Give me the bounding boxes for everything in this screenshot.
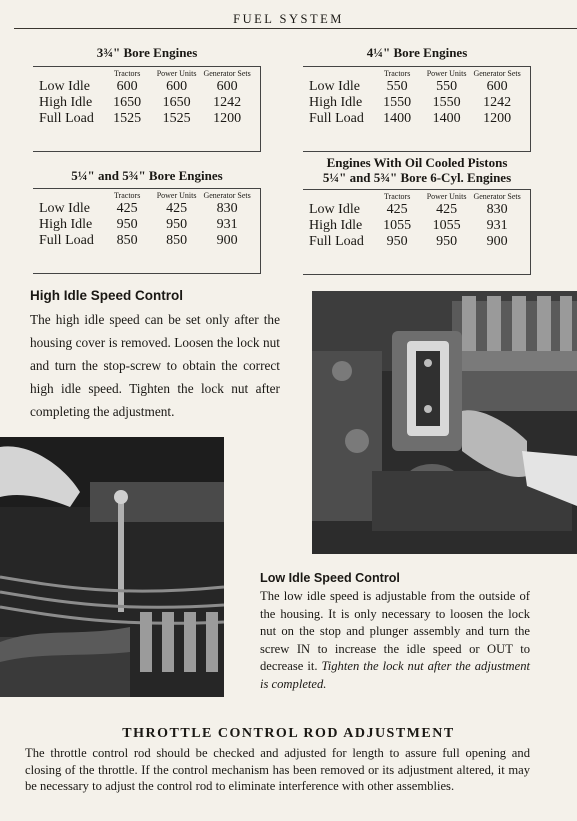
table-row [309, 111, 524, 127]
cell: 830 [216, 201, 238, 216]
cell: 425 [386, 202, 408, 217]
cell: 1400 [383, 111, 412, 126]
cell: 600 [486, 79, 508, 94]
cell: 950 [116, 217, 138, 232]
table-row [39, 79, 254, 95]
cell: 950 [166, 217, 188, 232]
rpm-table [309, 193, 524, 250]
col-header: Power Units [426, 69, 467, 78]
table-row [39, 201, 254, 217]
col-header: Generator Sets [203, 69, 251, 78]
cell: 550 [436, 79, 458, 94]
rpm-table [39, 192, 254, 249]
col-header: Power Units [156, 191, 197, 200]
col-header: Tractors [383, 192, 411, 201]
throttle-heading: THROTTLE CONTROL ROD ADJUSTMENT [122, 726, 455, 741]
cell: 425 [116, 201, 138, 216]
page-header: FUEL SYSTEM [233, 12, 344, 26]
throttle-adjust-photo [0, 437, 224, 697]
rpm-box [33, 66, 261, 152]
cell: 950 [386, 234, 408, 249]
col-header: Tractors [113, 191, 141, 200]
col-header: Tractors [113, 69, 141, 78]
table-title-line2: 5¼" and 5¾" Bore 6-Cyl. Engines [322, 170, 512, 185]
row-label: Low Idle [39, 79, 90, 94]
cell: 600 [116, 79, 138, 94]
cell: 931 [216, 217, 238, 232]
row-label: High Idle [39, 217, 93, 232]
throttle-text: The throttle control rod should be checked and adjusted for length to assure full opening and closing of the throttle. If the control mechanism has been removed or its adjustment altered, it may be necessary to adjust the control rod to eliminate interference with other assemblies. [25, 746, 530, 794]
table-row [309, 79, 524, 95]
row-label: Low Idle [39, 201, 90, 216]
cell: 850 [166, 233, 188, 248]
row-label: High Idle [309, 95, 363, 110]
cell: 600 [166, 79, 188, 94]
row-label: Low Idle [309, 202, 360, 217]
col-header: Generator Sets [203, 191, 251, 200]
rpm-table [309, 70, 524, 127]
table-row [39, 217, 254, 233]
table-title: 4¼" Bore Engines [366, 45, 468, 60]
row-label: Full Load [39, 111, 94, 126]
table-row [39, 233, 254, 249]
cell: 1200 [213, 111, 242, 126]
cell: 1550 [383, 95, 412, 110]
table-3-75-bore [33, 45, 261, 152]
high-idle-heading: High Idle Speed Control [30, 288, 184, 303]
cell: 1055 [432, 218, 461, 233]
row-label: Full Load [309, 234, 364, 249]
cell: 1242 [213, 95, 242, 110]
table-title-line1: Engines With Oil Cooled Pistons [326, 155, 508, 170]
cell: 1525 [113, 111, 142, 126]
table-4-25-bore [303, 45, 531, 152]
cell: 550 [386, 79, 408, 94]
low-idle-note: Tighten the lock nut after the adjustment is completed. [260, 659, 530, 691]
col-header: Generator Sets [473, 69, 521, 78]
cell: 830 [486, 202, 508, 217]
cell: 1400 [432, 111, 461, 126]
row-label: Low Idle [309, 79, 360, 94]
rpm-table [39, 70, 254, 127]
cell: 1200 [483, 111, 512, 126]
cell: 1650 [113, 95, 142, 110]
table-row [309, 218, 524, 234]
fuel-pump-photo [312, 291, 577, 554]
table-row [309, 95, 524, 111]
table-5-25-5-75-bore [33, 168, 261, 274]
cell: 425 [166, 201, 188, 216]
cell: 425 [436, 202, 458, 217]
col-header: Tractors [383, 69, 411, 78]
high-idle-text: The high idle speed can be set only after the housing cover is removed. Loosen the lock nut and turn the stop-screw to obtain the correct high idle speed. Tighten the lock nut after completing the adjustment. [30, 312, 280, 419]
row-label: Full Load [39, 233, 94, 248]
table-oil-cooled-pistons [303, 155, 531, 275]
rpm-box [303, 66, 531, 152]
row-label: Full Load [309, 111, 364, 126]
cell: 850 [116, 233, 138, 248]
table-title: 3¾" Bore Engines [96, 45, 198, 60]
rpm-box [33, 188, 261, 274]
rpm-box [303, 189, 531, 275]
low-idle-heading: Low Idle Speed Control [260, 571, 400, 585]
cell: 900 [486, 234, 508, 249]
table-row [39, 95, 254, 111]
cell: 1055 [383, 218, 412, 233]
row-label: High Idle [39, 95, 93, 110]
table-row [309, 234, 524, 250]
cell: 950 [436, 234, 458, 249]
low-idle-text [260, 588, 530, 694]
row-label: High Idle [309, 218, 363, 233]
table-title: 5¼" and 5¾" Bore Engines [71, 168, 223, 183]
cell: 1550 [432, 95, 461, 110]
col-header: Generator Sets [473, 192, 521, 201]
cell: 900 [216, 233, 238, 248]
header-rule [14, 28, 577, 29]
low-idle-body: The low idle speed is adjustable from the outside of the housing. It is only necessary to loosen the lock nut on the stop and plunger assembly and turn the screw IN to increase the idle speed or OUT to decrease it. [260, 589, 530, 674]
table-row [39, 111, 254, 127]
cell: 600 [216, 79, 238, 94]
cell: 1650 [162, 95, 191, 110]
cell: 1525 [162, 111, 191, 126]
cell: 1242 [483, 95, 512, 110]
cell: 931 [486, 218, 508, 233]
col-header: Power Units [426, 192, 467, 201]
table-row [309, 202, 524, 218]
col-header: Power Units [156, 69, 197, 78]
